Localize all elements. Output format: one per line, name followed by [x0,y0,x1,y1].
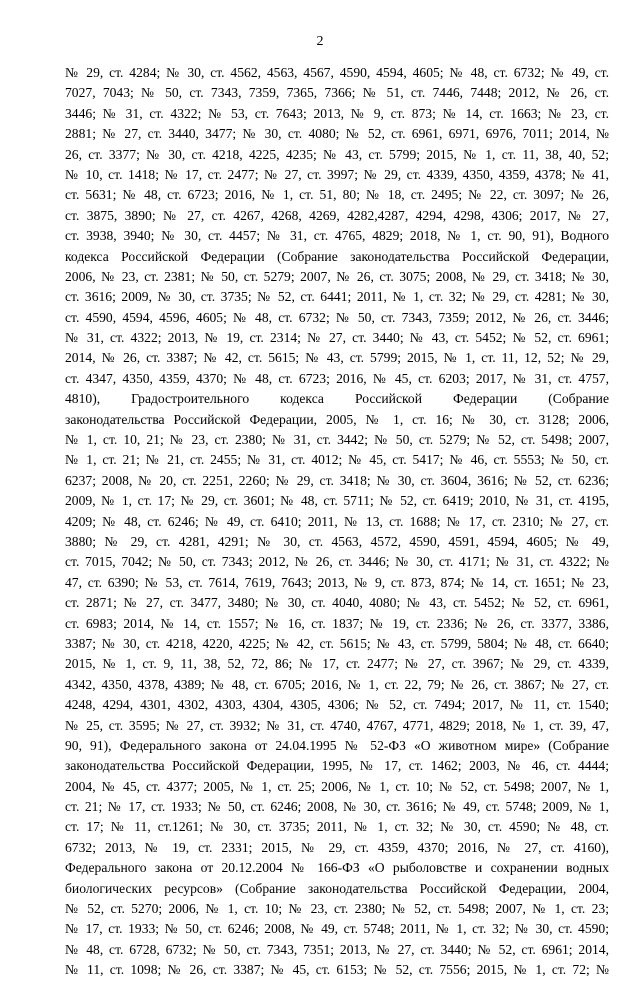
text-line: № 29, ст. 4284; № 30, ст. 4562, 4563, 4567, 4590, 4594, 4605; № 48, ст. 6732; № 49, ст. [65,65,609,80]
text-line: 2004, № 45, ст. 4377; 2005, № 1, ст. 25; 2006, № 1, ст. 10; № 52, ст. 5498; 2007, № 1, [65,778,609,794]
text-line: 47, ст. 6390; № 53, ст. 7614, 7619, 7643; 2013, № 9, ст. 873, 874; № 14, ст. 1651; № 23, [65,574,609,590]
text-line: 26, ст. 3377; № 30, ст. 4218, 4225, 4235; № 43, ст. 5799; 2015, № 1, ст. 11, 38, 40, 52; [65,146,609,162]
text-line: 3446; № 31, ст. 4322; № 53, ст. 7643; 2013, № 9, ст. 873; № 14, ст. 1663; № 23, ст. [65,105,609,121]
text-line: ст. 3938, 3940; № 30, ст. 4457; № 31, ст. 4765, 4829; 2018, № 1, ст. 90, 91), Водного [65,228,609,244]
text-line: 2014, № 26, ст. 3387; № 42, ст. 5615; № 43, ст. 5799; 2015, № 1, ст. 11, 12, 52; № 29, [65,350,609,366]
text-line: 6732; 2013, № 19, ст. 2331; 2015, № 29, ст. 4359, 4370; 2016, № 27, ст. 4160), [65,839,609,855]
text-line: ст. 4590, 4594, 4596, 4605; № 48, ст. 6732; № 50, ст. 7343, 7359; 2012, № 26, ст. 3446; [65,309,609,325]
text-line: кодекса Российской Федерации (Собрание законодательства Российской Федерации, [65,248,609,264]
text-line: № 25, ст. 3595; № 27, ст. 3932; № 31, ст. 4740, 4767, 4771, 4829; 2018, № 1, ст. 39, 47, [65,717,609,733]
text-line: № 52, ст. 5270; 2006, № 1, ст. 10; № 23, ст. 2380; № 52, ст. 5498; 2007, № 1, ст. 23; [65,901,609,917]
text-line: ст. 5631; № 48, ст. 6723; 2016, № 1, ст. 51, 80; № 18, ст. 2495; № 22, ст. 3097; № 26, [65,187,609,203]
text-line: биологических ресурсов» (Собрание законодательства Российской Федерации, 2004, [65,880,609,896]
text-line: № 1, ст. 10, 21; № 23, ст. 2380; № 31, ст. 3442; № 50, ст. 5279; № 52, ст. 5498; 2007, [65,432,609,448]
legal-references-paragraph [65,63,609,981]
text-line: 4209; № 48, ст. 6246; № 49, ст. 6410; 2011, № 13, ст. 1688; № 17, ст. 2310; № 27, ст. [65,513,609,529]
text-line: 2015, № 1, ст. 9, 11, 38, 52, 72, 86; № 17, ст. 2477; № 27, ст. 3967; № 29, ст. 4339, [65,656,609,672]
text-line: 2009, № 1, ст. 17; № 29, ст. 3601; № 48, ст. 5711; № 52, ст. 6419; 2010, № 31, ст. 4195, [65,493,609,509]
text-line: 4342, 4350, 4378, 4389; № 48, ст. 6705; 2016, № 1, ст. 22, 79; № 26, ст. 3867; № 27, ст. [65,676,609,692]
text-line: 4810), Градостроительного кодекса Российской Федерации (Собрание [65,391,609,407]
text-line: ст. 2871; № 27, ст. 3477, 3480; № 30, ст. 4040, 4080; № 43, ст. 5452; № 52, ст. 6961, [65,595,609,611]
text-line: Федерального закона от 20.12.2004 № 166-ФЗ «О рыболовстве и сохранении водных [65,860,609,876]
text-line: 90, 91), Федерального закона от 24.04.1995 № 52-ФЗ «О животном мире» (Собрание [65,737,609,753]
text-line: № 11, ст. 1098; № 26, ст. 3387; № 45, ст. 6153; № 52, ст. 7556; 2015, № 1, ст. 72; № [65,962,609,978]
text-line: законодательства Российской Федерации, 2005, № 1, ст. 16; № 30, ст. 3128; 2006, [65,411,609,427]
text-line: законодательства Российской Федерации, 1995, № 17, ст. 1462; 2003, № 46, ст. 4444; [65,758,609,774]
text-line: № 48, ст. 6728, 6732; № 50, ст. 7343, 7351; 2013, № 27, ст. 3440; № 52, ст. 6961; 2014, [65,941,609,957]
text-line: ст. 4347, 4350, 4359, 4370; № 48, ст. 6723; 2016, № 45, ст. 6203; 2017, № 31, ст. 4757, [65,370,609,386]
text-line: 3387; № 30, ст. 4218, 4220, 4225; № 42, ст. 5615; № 43, ст. 5799, 5804; № 48, ст. 6640; [65,635,609,651]
text-line: ст. 17; № 11, ст.1261; № 30, ст. 3735; 2011, № 1, ст. 32; № 30, ст. 4590; № 48, ст. [65,819,609,835]
text-line: 2881; № 27, ст. 3440, 3477; № 30, ст. 4080; № 52, ст. 6961, 6971, 6976, 7011; 2014, № [65,126,609,142]
text-line: 4248, 4294, 4301, 4302, 4303, 4304, 4305, 4306; № 52, ст. 7494; 2017, № 11, ст. 1540; [65,697,609,713]
text-line: № 1, ст. 21; № 21, ст. 2455; № 31, ст. 4012; № 45, ст. 5417; № 46, ст. 5553; № 50, ст. [65,452,609,468]
text-line: ст. 6983; 2014, № 14, ст. 1557; № 16, ст. 1837; № 19, ст. 2336; № 26, ст. 3377, 3386, [65,615,609,631]
text-line: 2006, № 23, ст. 2381; № 50, ст. 5279; 2007, № 26, ст. 3075; 2008, № 29, ст. 3418; № 30, [65,268,609,284]
text-line: 6237; 2008, № 20, ст. 2251, 2260; № 29, ст. 3418; № 30, ст. 3604, 3616; № 52, ст. 6236; [65,472,609,488]
text-line: 7027, 7043; № 50, ст. 7343, 7359, 7365, 7366; № 51, ст. 7446, 7448; 2012, № 26, ст. [65,85,609,101]
text-line: ст. 7015, 7042; № 50, ст. 7343; 2012, № 26, ст. 3446; № 30, ст. 4171; № 31, ст. 4322; № [65,554,609,570]
text-line: ст. 21; № 17, ст. 1933; № 50, ст. 6246; 2008, № 30, ст. 3616; № 49, ст. 5748; 2009, № 1, [65,799,609,815]
text-line: ст. 3616; 2009, № 30, ст. 3735; № 52, ст. 6441; 2011, № 1, ст. 32; № 29, ст. 4281; № 30, [65,289,609,305]
page-number: 2 [316,34,324,49]
text-line: 3880; № 29, ст. 4281, 4291; № 30, ст. 4563, 4572, 4590, 4591, 4594, 4605; № 49, [65,533,609,549]
text-line: № 31, ст. 4322; 2013, № 19, ст. 2314; № 27, ст. 3440; № 43, ст. 5452; № 52, ст. 6961; [65,330,609,346]
text-line: № 10, ст. 1418; № 17, ст. 2477; № 27, ст. 3997; № 29, ст. 4339, 4350, 4359, 4378; № 41, [65,166,609,182]
text-line: № 17, ст. 1933; № 50, ст. 6246; 2008, № 49, ст. 5748; 2011, № 1, ст. 32; № 30, ст. 4590; [65,921,609,937]
text-line: ст. 3875, 3890; № 27, ст. 4267, 4268, 4269, 4282,4287, 4294, 4298, 4306; 2017, № 27, [65,207,609,223]
